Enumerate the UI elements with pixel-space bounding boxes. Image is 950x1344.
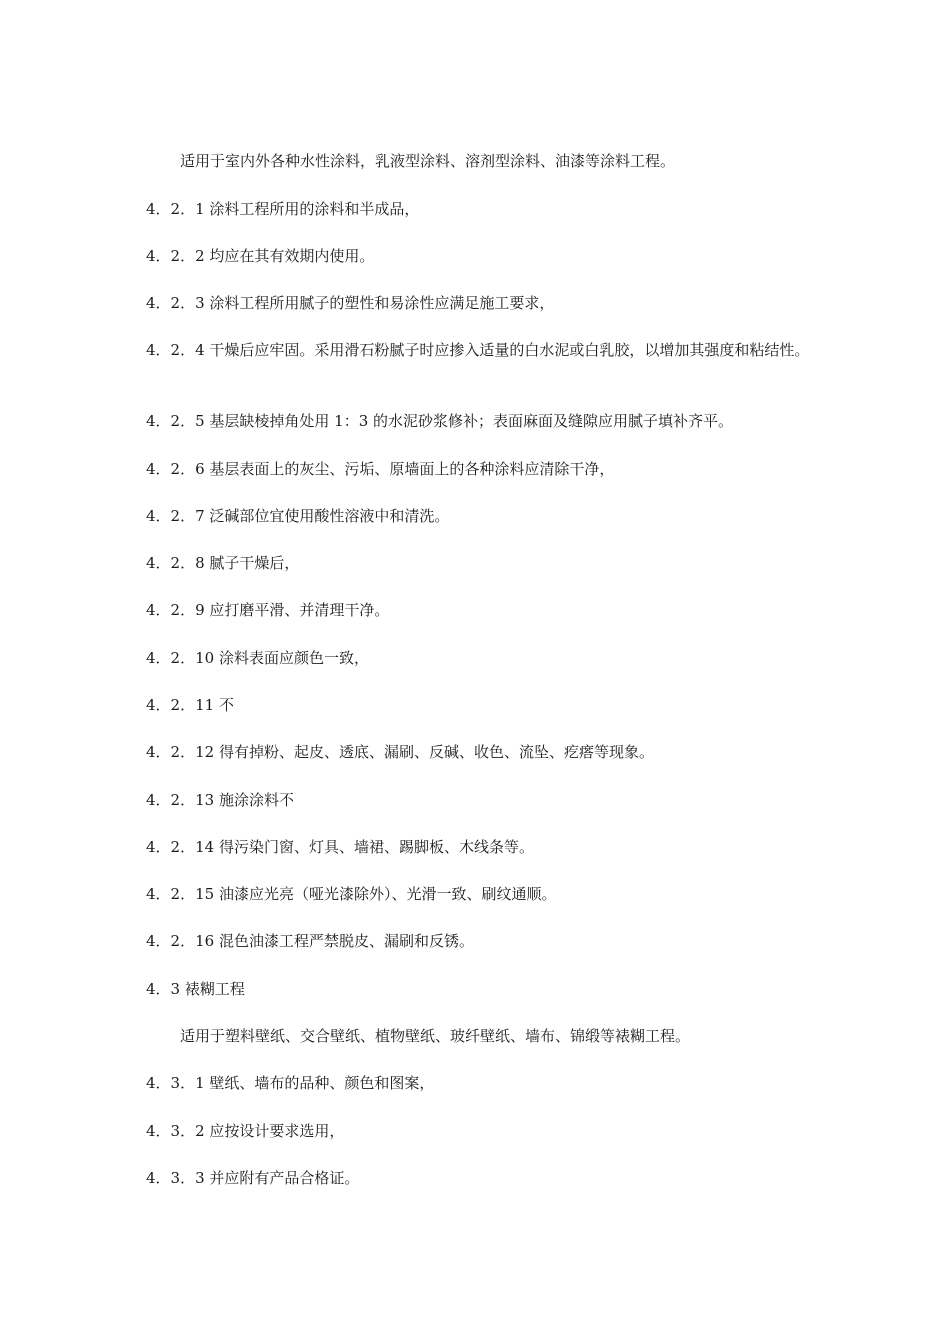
clause-4-2-6: 4．2．6 基层表面上的灰尘、污垢、原墙面上的各种涂料应清除干净， (146, 460, 615, 478)
clause-4-2-13: 4．2．13 施涂涂料不 (146, 791, 294, 809)
clause-4-3-1: 4．3．1 壁纸、墙布的品种、颜色和图案， (146, 1074, 435, 1092)
clause-4-2-12: 4．2．12 得有掉粉、起皮、透底、漏刷、反碱、收色、流坠、疙瘩等现象。 (146, 743, 654, 761)
clause-4-2-4: 4．2．4 干燥后应牢固。采用滑石粉腻子时应掺入适量的白水泥或白乳胶，以增加其强度和粘结性。 (146, 341, 810, 359)
intro-paragraph: 适用于室内外各种水性涂料，乳液型涂料、溶剂型涂料、油漆等涂料工程。 (180, 152, 676, 170)
clause-4-2-1: 4．2．1 涂料工程所用的涂料和半成品， (146, 200, 420, 218)
section-4-3-intro: 适用于塑料壁纸、交合壁纸、植物壁纸、玻纤壁纸、墙布、锦缎等裱糊工程。 (180, 1027, 691, 1045)
clause-4-2-3: 4．2．3 涂料工程所用腻子的塑性和易涂性应满足施工要求， (146, 294, 555, 312)
section-heading-4-3: 4．3 裱糊工程 (146, 980, 245, 998)
clause-4-2-5: 4．2．5 基层缺棱掉角处用 1：3 的水泥砂浆修补；表面麻面及缝隙应用腻子填补齐平。 (146, 412, 734, 430)
clause-4-2-15: 4．2．15 油漆应光亮（哑光漆除外）、光滑一致、刷纹通顺。 (146, 885, 557, 903)
clause-4-2-11: 4．2．11 不 (146, 696, 234, 714)
clause-4-2-9: 4．2．9 应打磨平滑、并清理干净。 (146, 601, 390, 619)
clause-4-3-2: 4．3．2 应按设计要求选用， (146, 1122, 345, 1140)
clause-4-2-2: 4．2．2 均应在其有效期内使用。 (146, 247, 375, 265)
clause-4-2-8: 4．2．8 腻子干燥后， (146, 554, 300, 572)
clause-4-2-7: 4．2．7 泛碱部位宜使用酸性溶液中和清洗。 (146, 507, 450, 525)
clause-4-2-10: 4．2．10 涂料表面应颜色一致， (146, 649, 369, 667)
clause-4-2-14: 4．2．14 得污染门窗、灯具、墙裙、踢脚板、木线条等。 (146, 838, 534, 856)
clause-4-3-3: 4．3．3 并应附有产品合格证。 (146, 1169, 360, 1187)
clause-4-2-16: 4．2．16 混色油漆工程严禁脱皮、漏刷和反锈。 (146, 932, 474, 950)
